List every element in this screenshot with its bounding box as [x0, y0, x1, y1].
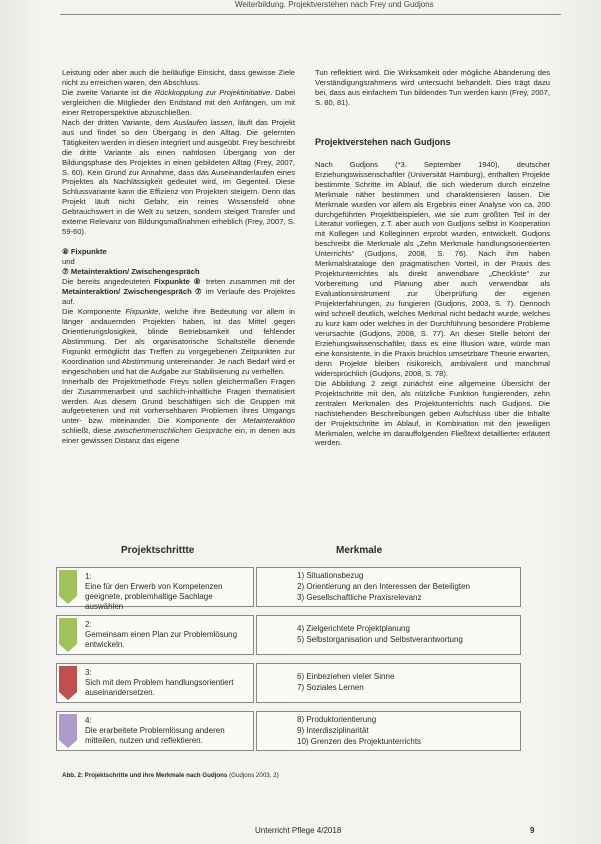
paragraph: Die bereits angedeuteten Fixpunkte ⑧ treten zusammen mit der Metainteraktion/ Zwischengespräch ⑦ im Verlaufe des Projektes auf.	[62, 277, 296, 306]
feature-item: 2) Orientierung an den Interessen der Beteiligten	[297, 582, 470, 591]
step-box	[56, 663, 254, 703]
figure-title-steps: Projektschrittte	[121, 545, 195, 556]
header-text: Weiterbildung. Projektverstehen nach Frey und Gudjons	[235, 0, 434, 9]
step-description: Die erarbeitete Problemlösung anderen mitteilen, nutzen und reflektieren.	[85, 726, 225, 745]
feature-item: 8) Produktorientierung	[297, 715, 377, 724]
section-heading-connector: und	[62, 257, 75, 267]
feature-item: 3) Gesellschaftliche Praxisrelevanz	[297, 593, 422, 602]
figure-title-features: Merkmale	[336, 545, 383, 556]
step-description: Sich mit dem Problem handlungsorientiert auseinandersetzen.	[85, 678, 234, 697]
feature-item: 5) Selbstorganisation und Selbstverantwortung	[297, 635, 463, 644]
right-column	[315, 68, 550, 448]
paragraph: Die Abbildung 2 zeigt zunächst eine allgemeine Übersicht der Projektschritte mit den, als nützliche Funktion fungierenden, zehn zentralen Merkmalen des Projektunterrichts nach Gudjons. Die nachstehenden Beschreibungen geben Aufschluss über die Inhalte der Projektschritte im Ablauf, in Kombination mit den jeweiligen Merkmalen, welche im darauffolgenden Fließtext detaillierter erläutert werden.	[315, 378, 550, 448]
step-chevron-icon	[59, 714, 77, 748]
feature-box	[256, 567, 521, 607]
step-number: 1:	[85, 572, 92, 581]
figure-row	[56, 711, 546, 749]
feature-item: 6) Einbeziehen vieler Sinne	[297, 672, 395, 681]
footer-text: Unterricht Pflege 4/2018	[255, 826, 342, 835]
paragraph: Die zweite Variante ist die Rückkopplung zur Projektinitiative. Dabei vergleichen die Mitglieder den Endstand mit den Anfängen, um mit einer Retroperspektive abzuschließen.	[62, 87, 296, 117]
running-header	[60, 0, 561, 15]
page-number: 9	[530, 826, 535, 835]
section-heading: ⑦ Metainteraktion/ Zwischengespräch	[62, 267, 200, 277]
step-box	[56, 615, 254, 655]
figure-caption: Abb. 2: Projektschritte und ihre Merkmale nach Gudjons (Gudjons 2003, 2)	[62, 772, 279, 779]
feature-item: 9) Interdisziplinarität	[297, 726, 369, 735]
paragraph: Innerhalb der Projektmethode Freys sollen gleichermaßen Fragen der Zusammenarbeit und sachlich-inhaltliche Fragen thematisiert werden. Aus diesem Grund beschäftigen sich die Gruppen mit aufgetretenen und mit vorhersehbaren Problemen ihres Umgangs unter- bzw. miteinander. Die Komponente der Metainteraktion schließt, diese zwischenmenschlichen Gespräche ein, in denen aus einer gewissen Distanz das eigene	[62, 376, 295, 446]
step-number: 2:	[85, 620, 92, 629]
step-number: 4:	[85, 716, 92, 725]
feature-box	[256, 663, 521, 703]
section-heading: Projektverstehen nach Gudjons	[315, 136, 451, 147]
step-chevron-icon	[59, 618, 77, 652]
paragraph: Tun reflektiert wird. Die Wirksamkeit oder mögliche Abänderung des Verständigungsrahmens wird untersucht behandelt. Dies trägt dazu bei, dass aus einfachem Tun bildendes Tun werden kann (Frey, 2007, S. 80, 81).	[315, 68, 550, 107]
step-chevron-icon	[59, 666, 77, 700]
section-heading: ⑧ Fixpunkte	[62, 247, 107, 257]
left-column	[62, 68, 295, 446]
step-box	[56, 711, 254, 751]
figure-project-steps	[56, 545, 546, 770]
feature-item: 1) Situationsbezug	[297, 571, 364, 580]
paragraph: Die Komponente Fixpunkte, welche ihre Bedeutung vor allem in länger andauernden Projekten haben, ist das Mittel gegen Orientierungslosigkeit, blinde Betriebsamkeit und fehlender Abstimmung. Der als organisatorische Schaltstelle dienende Fixpunkt ermöglicht das Treffen zu vorgegebenen Zeitpunkten zur Koordination und Abstimmung untereinander. Je nach Bedarf wird er eingeschoben und hat die Aufgabe zur Stabilisierung zu verhelfen.	[62, 306, 295, 376]
feature-item: 4) Zielgerichtete Projektplanung	[297, 624, 410, 633]
feature-box	[256, 711, 521, 751]
paragraph: Leistung oder aber auch die beiläufige Einsicht, dass gewisse Ziele nicht zu erreichen waren, den Abschluss.	[62, 68, 295, 87]
figure-row	[56, 615, 546, 653]
feature-item: 10) Grenzen des Projektunterrichts	[297, 737, 422, 746]
step-chevron-icon	[59, 570, 77, 604]
feature-item: 7) Soziales Lernen	[297, 683, 364, 692]
step-description: Gemeinsam einen Plan zur Problemlösung entwickeln.	[85, 630, 238, 649]
step-number: 3:	[85, 668, 92, 677]
feature-box	[256, 615, 521, 655]
paragraph: Nach Gudjons (*3. September 1940), deutscher Erziehungswissenschaftler (Universität Hamburg), enthalten Projekte bestimmte Schritte im Ablauf, die sich wiederum durch einzelne Merkmale näher bestimmen und charakterisieren lassen. Die Merkmale wurden vor allem als Ergebnis einer Analyse von ca. 200 durchgeführten Projektbeispielen, wie sie zum größten Teil in der Literatur vorliegen, z.T. aber auch von Gudjons selbst in Kooperation mit Kollegen und Kolleginnen erprobt wurden, entwickelt. Gudjons beschreibt die Merkmale als „Zehn Merkmale handlungsorientierten Unterrichts“ (Gudjons, 2008, S. 76). Nach ihm haben Merkmalskataloge den pragmatischen Vorteil, in der Praxis des Projektunterrichtes als direkt anwendbare „Checkliste“ zur Vorbereitung und Planung aber auch verwendbar als Evaluationsinstrument zur Überprüfung der eigenen Projekterfahrungen, zu fungieren (Gudjons, 2003, S. 7). Dennoch wird schnell deutlich, welches Merkmal nicht bedacht wurde, welches zu kurz kam oder welches in der Durchführung besondere Probleme verursachte (Gudjons, 2008, S. 77). An dieser Stelle betont der Erziehungswissenschaftler, dass es eine Illusion wäre, würde man eine konsistente, in die Praxis bruchlos umsetzbare Theorie erwarten, denn Projekte bleiben risikoreich, ambivalent und manchmal widersprüchlich (Gudjons, 2008, S. 78).	[315, 159, 550, 378]
figure-row	[56, 663, 546, 701]
figure-row	[56, 567, 546, 611]
step-box	[56, 567, 254, 611]
paragraph: Nach der dritten Variante, dem Auslaufen lassen, läuft das Projekt aus und findet so den Übergang in den Alltag. Die gelernten Tätigkeiten werden in diesen integriert und ausgeübt. Frey beschreibt die dritte Variante als einen nahtlosen Übergang von der Bildungsphase des Projektes in einen gebildeten Alltag (Frey, 2007, S. 60). Kein Grund zur Annahme, dass das Auseinanderlaufen eines Projektes als Nachlässigkeit gedeutet wird, im Gegenteil. Diese Schlussvariante kann die Effizienz von Projekten steigern. Denn das Projekt läuft nicht Gefahr, ein reines Wissensfeld ohne Gebrauchswert in die Welt zu setzen, sondern steigert Transfer und externe Relevanz von Bildungsmaßnahmen erheblich (Frey, 2007, S. 59-60).	[62, 117, 296, 237]
step-description: Eine für den Erwerb von Kompetenzen geeignete, problemhaltige Sachlage auswählen	[85, 582, 223, 611]
